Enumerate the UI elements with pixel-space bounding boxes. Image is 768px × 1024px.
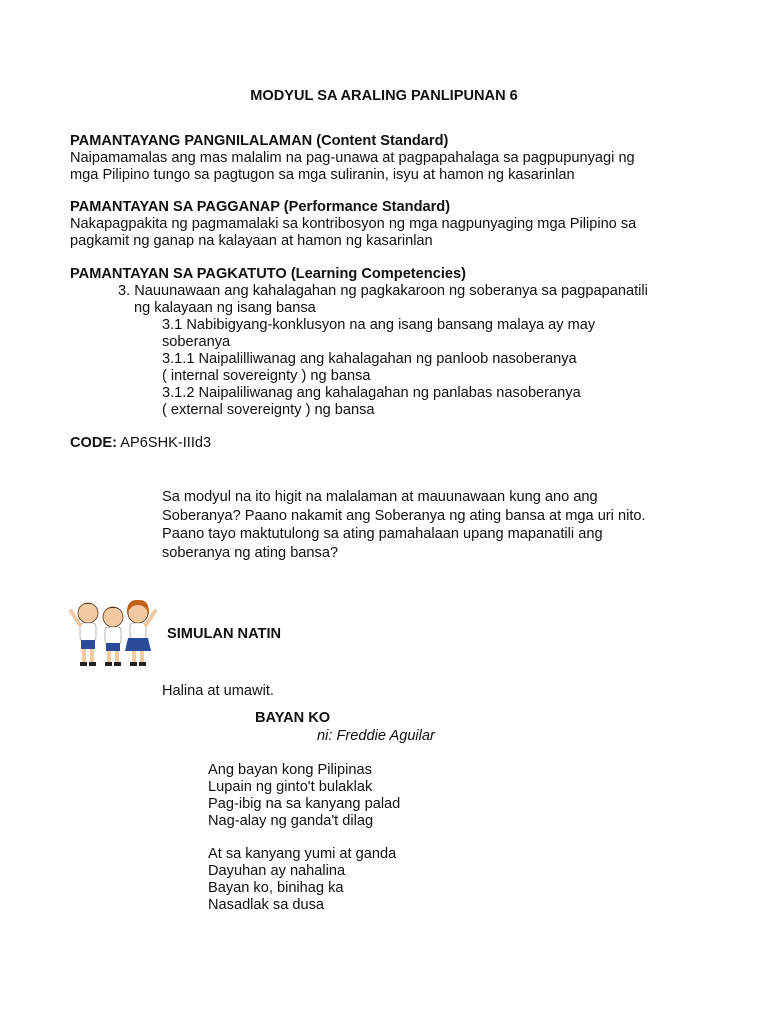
lyric-line: Bayan ko, binihag ka xyxy=(208,880,344,896)
song-author: ni: Freddie Aguilar xyxy=(317,728,435,744)
competency-subitem: ( external sovereignty ) ng bansa xyxy=(162,402,375,418)
performance-standard-line: pagkamit ng ganap na kalayaan at hamon ng kasarinlan xyxy=(70,233,433,249)
intro-line: Soberanya? Paano nakamit ang Soberanya ng ating bansa at mga uri nito. xyxy=(162,507,646,524)
content-standard-line: mga Pilipino tungo sa pagtugon sa mga suliranin, isyu at hamon ng kasarinlan xyxy=(70,167,575,183)
song-stanza-2 xyxy=(208,846,396,914)
code-line xyxy=(70,435,211,452)
competency-subitem: 3.1.2 Naipaliliwanag ang kahalagahan ng panlabas nasoberanya xyxy=(162,385,581,401)
lyric-line: Dayuhan ay nahalina xyxy=(208,863,346,879)
lyric-line: Nag-alay ng ganda't dilag xyxy=(208,813,374,829)
competency-subitem: ( internal sovereignty ) ng bansa xyxy=(162,368,371,384)
competency-subitem: 3.1 Nabibigyang-konklusyon na ang isang bansang malaya ay may xyxy=(162,317,596,333)
code-label: CODE: xyxy=(70,435,118,451)
performance-standard-line: Nakapagpakita ng pagmamalaki sa kontribosyon ng mga nagpunyaging mga Pilipino sa xyxy=(70,216,637,232)
children-cartoon-icon xyxy=(68,593,158,671)
simulan-natin-heading: SIMULAN NATIN xyxy=(167,626,282,642)
content-standard-heading: PAMANTAYANG PANGNILALAMAN (Content Standard) xyxy=(70,133,449,149)
intro-line: Sa modyul na ito higit na malalaman at mauunawaan kung ano ang xyxy=(162,489,598,505)
halina-text: Halina at umawit. xyxy=(162,683,274,699)
lyric-line: Lupain ng ginto't bulaklak xyxy=(208,779,373,795)
code-value: AP6SHK-IIId3 xyxy=(120,435,212,451)
children-illustration xyxy=(68,593,158,671)
competency-item-line: ng kalayaan ng isang bansa xyxy=(134,300,316,316)
learning-competencies-heading-text: PAMANTAYAN SA PAGKATUTO (Learning Competencies) xyxy=(70,266,466,282)
document-title: MODYUL SA ARALING PANLIPUNAN 6 xyxy=(250,88,518,104)
competency-item-line: 3. Nauunawaan ang kahalagahan ng pagkakaroon ng soberanya sa pagpapanatili xyxy=(118,283,648,299)
competency-subitem: soberanya xyxy=(162,334,231,350)
lyric-line: Nasadlak sa dusa xyxy=(208,897,325,913)
lyric-line: Ang bayan kong Pilipinas xyxy=(208,762,372,778)
intro-line: Paano tayo maktutulong sa ating pamahalaan upang mapanatili ang xyxy=(162,526,603,542)
lyric-line: Pag-ibig na sa kanyang palad xyxy=(208,796,401,812)
intro-paragraph xyxy=(162,488,702,562)
song-stanza-1 xyxy=(208,762,400,830)
content-standard-line: Naipamamalas ang mas malalim na pag-unawa at pagpapahalaga sa pagpupunyagi ng xyxy=(70,150,635,166)
learning-competencies-heading xyxy=(70,266,710,283)
competency-subitem: 3.1.1 Naipalilliwanag ang kahalagahan ng panloob nasoberanya xyxy=(162,351,577,367)
intro-line: soberanya ng ating bansa? xyxy=(162,544,339,561)
song-title: BAYAN KO xyxy=(255,710,331,726)
lyric-line: At sa kanyang yumi at ganda xyxy=(208,846,397,862)
performance-standard-section xyxy=(70,199,710,250)
competency-subitems xyxy=(162,317,702,419)
performance-standard-heading: PAMANTAYAN SA PAGGANAP (Performance Standard) xyxy=(70,199,451,215)
content-standard-section xyxy=(70,133,710,184)
competency-item xyxy=(118,283,718,317)
